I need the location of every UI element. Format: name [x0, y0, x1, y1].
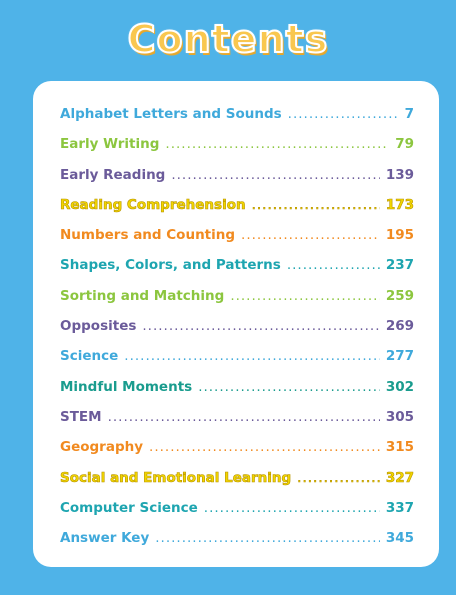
toc-entry[interactable] [60, 250, 414, 280]
toc-entry[interactable] [60, 220, 414, 250]
toc-entry-label: Alphabet Letters and Sounds [60, 106, 282, 122]
toc-entry-label: Computer Science [60, 499, 198, 516]
dot-leader [171, 160, 379, 190]
toc-entry-page: 139 [385, 166, 414, 183]
dot-leader [142, 311, 379, 341]
toc-entry-label: Sorting and Matching [60, 287, 225, 304]
toc-entry-page: 269 [385, 318, 414, 335]
dot-leader [230, 281, 380, 311]
toc-entry-label: Science [60, 348, 119, 365]
toc-entry-page: 7 [404, 106, 414, 122]
toc-entry-label: Numbers and Counting [60, 227, 236, 244]
contents-card [33, 81, 439, 567]
table-of-contents [60, 99, 414, 553]
toc-entry-label: Geography [60, 439, 144, 456]
toc-entry[interactable] [60, 523, 414, 553]
toc-entry-label: Early Writing [60, 136, 160, 153]
toc-entry-label: STEM [60, 408, 102, 425]
toc-entry-label: Reading Comprehension [60, 196, 246, 213]
toc-entry-label: Social and Emotional Learning [60, 469, 292, 486]
toc-entry[interactable] [60, 281, 414, 311]
page-title: Contents [127, 17, 329, 61]
toc-entry[interactable] [60, 493, 414, 523]
dot-leader [155, 523, 380, 553]
toc-entry-page: 315 [385, 439, 414, 456]
toc-entry[interactable] [60, 190, 414, 220]
toc-entry-page: 302 [385, 378, 414, 395]
toc-entry[interactable] [60, 160, 414, 190]
dot-leader [108, 402, 380, 432]
toc-entry[interactable] [60, 129, 414, 159]
toc-entry-page: 337 [385, 499, 414, 516]
dot-leader [204, 493, 380, 523]
toc-entry-page: 173 [385, 196, 414, 213]
dot-leader [165, 129, 389, 159]
toc-entry-label: Opposites [60, 318, 137, 335]
toc-entry[interactable] [60, 99, 414, 129]
dot-leader [124, 341, 380, 371]
dot-leader [288, 99, 399, 129]
dot-leader [241, 220, 380, 250]
toc-entry[interactable] [60, 341, 414, 371]
dot-leader [252, 190, 380, 220]
toc-entry-label: Early Reading [60, 166, 166, 183]
toc-entry-page: 79 [395, 136, 414, 153]
dot-leader [297, 463, 380, 493]
dot-leader [287, 250, 380, 280]
toc-entry[interactable] [60, 432, 414, 462]
dot-leader [149, 432, 380, 462]
toc-entry-page: 277 [385, 348, 414, 365]
toc-entry-label: Answer Key [60, 530, 150, 547]
toc-entry[interactable] [60, 311, 414, 341]
toc-entry[interactable] [60, 402, 414, 432]
toc-entry[interactable] [60, 463, 414, 493]
toc-entry-label: Mindful Moments [60, 378, 193, 395]
toc-entry-page: 195 [385, 227, 414, 244]
toc-entry-page: 237 [385, 257, 414, 274]
dot-leader [198, 372, 380, 402]
toc-entry[interactable] [60, 372, 414, 402]
toc-entry-label: Shapes, Colors, and Patterns [60, 257, 281, 274]
toc-entry-page: 305 [385, 408, 414, 425]
toc-entry-page: 259 [385, 287, 414, 304]
toc-entry-page: 327 [385, 469, 414, 486]
toc-entry-page: 345 [385, 530, 414, 547]
